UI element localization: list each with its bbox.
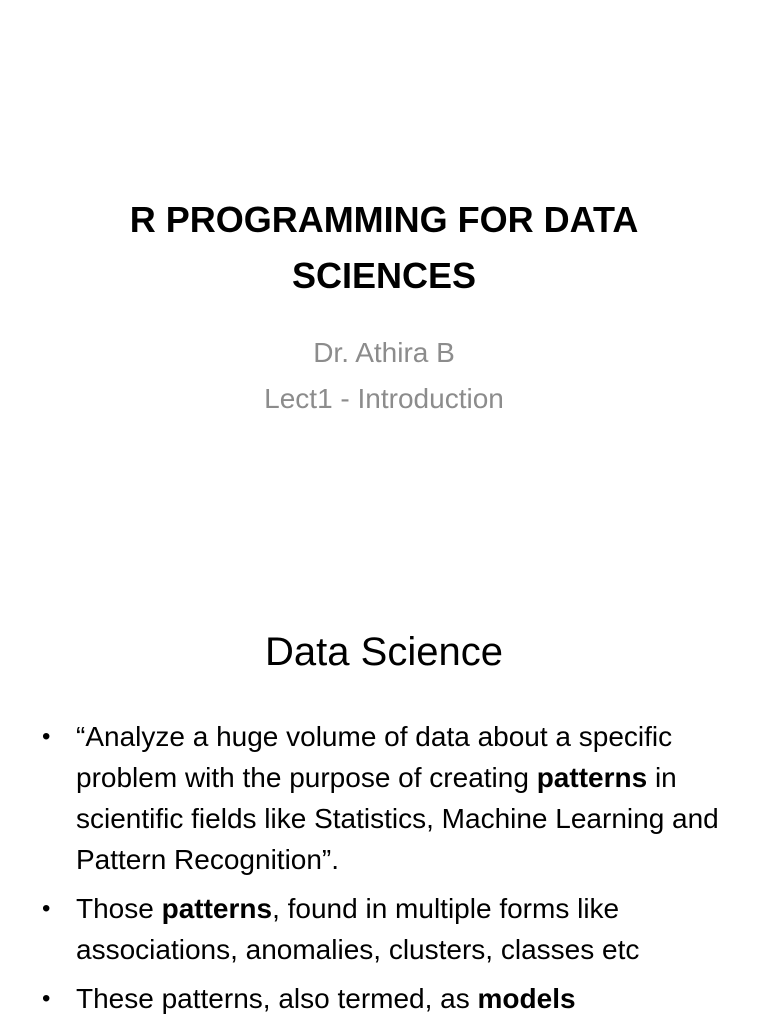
content-slide bbox=[0, 580, 768, 1024]
bullet-emphasis: patterns bbox=[536, 762, 648, 793]
author-name: Dr. Athira B bbox=[313, 337, 455, 368]
bullet-item bbox=[40, 978, 720, 1019]
bullet-emphasis: models bbox=[477, 983, 576, 1014]
bullet-text: “Analyze a huge volume of data about a specific problem with the purpose of creating bbox=[76, 721, 673, 793]
slide-title-line-1: R PROGRAMMING FOR DATA bbox=[129, 199, 639, 240]
bullet-icon: • bbox=[42, 985, 51, 1012]
bullet-item bbox=[40, 716, 720, 880]
bullet-icon: • bbox=[42, 723, 51, 750]
section-heading: Data Science bbox=[265, 630, 503, 674]
bullet-icon: • bbox=[42, 895, 51, 922]
bullet-emphasis: patterns bbox=[161, 893, 273, 924]
bullet-text: in scientific fields like Statistics, Machine Learning and Pattern Recognition”. bbox=[76, 762, 719, 875]
slide-title-line-2: SCIENCES bbox=[291, 255, 477, 296]
bullet-item bbox=[40, 888, 720, 970]
lecture-label: Lect1 - Introduction bbox=[264, 383, 504, 414]
bullet-text: Those bbox=[76, 893, 162, 924]
bullet-list bbox=[40, 716, 720, 1027]
slide-title bbox=[40, 192, 728, 304]
bullet-text: , found in multiple forms like associations, anomalies, clusters, classes etc bbox=[76, 893, 640, 965]
bullet-text: These patterns, also termed, as bbox=[76, 983, 478, 1014]
slide-subtitle bbox=[40, 330, 728, 422]
